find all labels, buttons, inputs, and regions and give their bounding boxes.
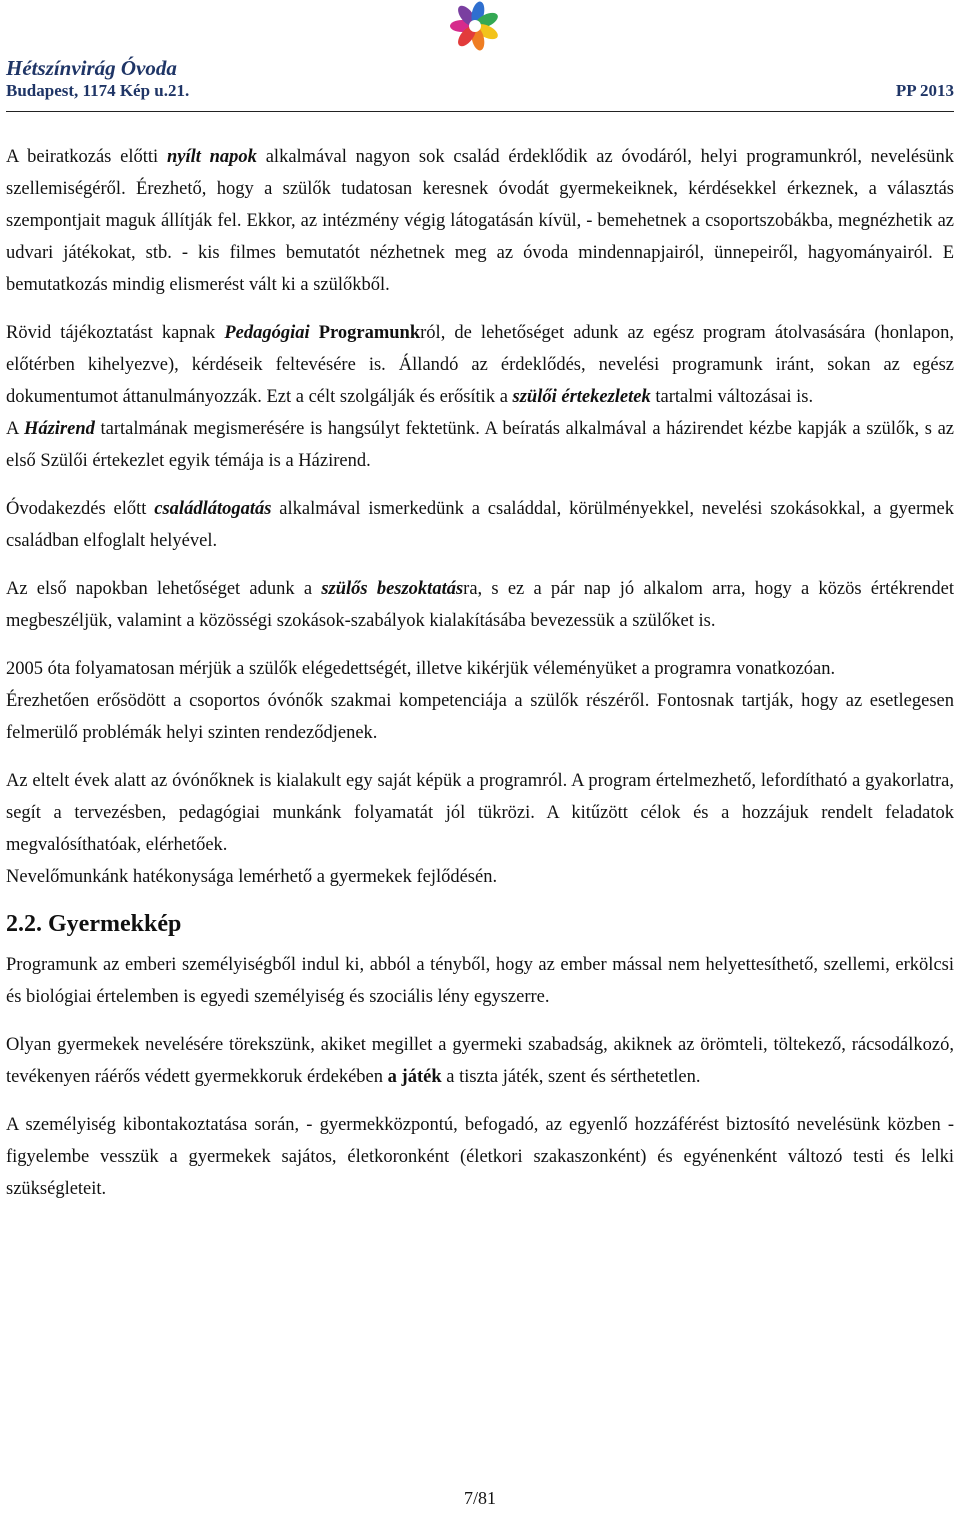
program-code: PP 2013 — [895, 81, 954, 100]
paragraph-play: Olyan gyermekek nevelésére törekszünk, akiket megillet a gyermeki szabadság, akiknek az örömteli, töltekező, rácsodálkozó, tevékenyen ráérős védett gyermekkoruk érdekében a játék a tiszta játék, szent és sérthetetlen. — [6, 1035, 954, 1087]
header-rule — [6, 111, 954, 112]
paragraph-personality: Programunk az emberi személyiségből indul ki, abból a tényből, hogy az ember mással nem helyettesíthető, szellemi, erkölcsi és biológiai értelemben is egyedi személyiség és szociális lény egyszerre. — [6, 955, 954, 1007]
paragraph-program-info: Rövid tájékoztatást kapnak Pedagógiai Programunkról, de lehetőséget adunk az egész program átolvasására (honlapon, előtérben kihelyezve), kérdéseik feltevésére is. Állandó az érdeklődés, nevelési programunk iránt, sokan az egész dokumentumot áttanulmányozzák. Ezt a célt szolgálják és erősítik a szülői értekezletek tartalmi változásai is. — [6, 323, 955, 407]
paragraph-house-rules: A Házirend tartalmának megismerésére is hangsúlyt fektetünk. A beíratás alkalmával a házirendet kézbe kapják a szülők, s az első Szülői értekezlet egyik témája is a Házirend. — [6, 419, 954, 471]
paragraph-satisfaction: 2005 óta folyamatosan mérjük a szülők elégedettségét, illetve kikérjük véleményüket a programra vonatkozóan. — [6, 659, 836, 679]
paragraph-competence: Érezhetően erősödött a csoportos óvónők szakmai kompetenciája a szülők részéről. Fontosnak tartják, hogy az esetlegesen felmerülő problémák helyi szinten rendeződjenek. — [6, 691, 954, 743]
paragraph-effectiveness: Nevelőmunkánk hatékonysága lemérhető a gyermekek fejlődésén. — [6, 867, 498, 887]
school-address: Budapest, 1174 Kép u.21. — [6, 81, 190, 100]
paragraph-teachers-view: Az eltelt évek alatt az óvónőknek is kialakult egy saját képük a programról. A program értelmezhető, lefordítható a gyakorlatra, segít a tervezésben, pedagógiai munkánk folyamatát jól tükrözi. A kitűzött célok és a hozzájuk rendelt feladatok megvalósíthatóak, elérhetőek. — [6, 771, 954, 855]
school-name: Hétszínvirág Óvoda — [6, 56, 177, 80]
flower-logo — [430, 0, 520, 58]
section-heading: 2.2. Gyermekkép — [6, 911, 182, 937]
paragraph-family-visit: Óvodakezdés előtt családlátogatás alkalmával ismerkedünk a családdal, körülményekkel, nevelési szokásokkal, a gyermek családban elfoglalt helyével. — [6, 499, 954, 551]
page-number: 7/81 — [463, 1488, 496, 1508]
page-header — [6, 56, 954, 102]
header-row — [6, 80, 954, 102]
paragraph-open-days: A beiratkozás előtti nyílt napok alkalmával nagyon sok család érdeklődik az óvodáról, helyi programunkról, nevelésünk szellemiségéről. Érezhető, hogy a szülők tudatosan keresnek óvodát gyermekeiknek, kérdésekkel érkeznek, a választás szempontjait maguk állítják fel. Ekkor, az intézmény végig látogatásán kívül, - bemehetnek a csoportszobákba, megnézhetik az udvari játékokat, stb. - kis filmes bemutatót nézhetnek meg az óvoda mindennapjairól, ünnepeiről, hagyományairól. E bemutatkozás mindig elismerést vált ki a szülőkből. — [6, 147, 954, 295]
document-body — [6, 141, 954, 1221]
flower-center — [469, 20, 481, 32]
paragraph-settling-in: Az első napokban lehetőséget adunk a szülős beszoktatásra, s ez a pár nap jó alkalom arra, hogy a közös értékrendet megbeszéljük, valamint a közösségi szokások-szabályok kialakításába bevezessük a szülőket is. — [6, 579, 954, 631]
paragraph-needs: A személyiség kibontakoztatása során, - gyermekközpontú, befogadó, az egyenlő hozzáférést biztosító nevelésünk közben - figyelembe vesszük a gyermekek sajátos, életkoronként (életkori szakaszonként) és egyénenként változó testi és lelki szükségleteit. — [6, 1115, 954, 1199]
